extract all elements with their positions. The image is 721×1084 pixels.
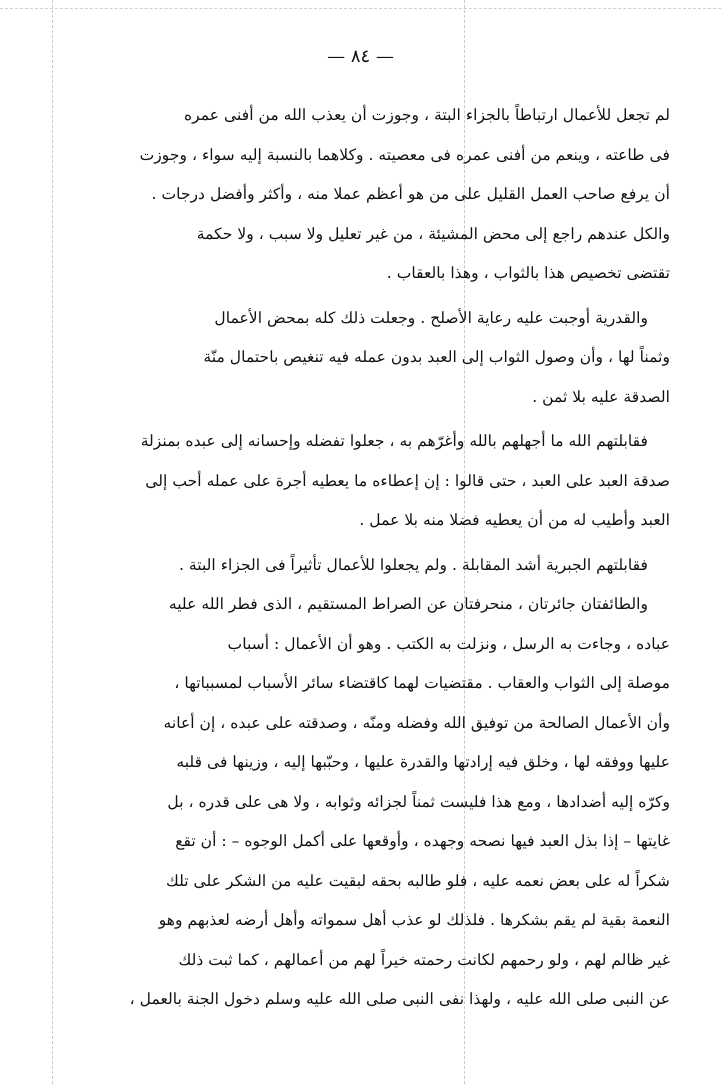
- fold-line-left: [52, 0, 53, 1084]
- text-line: العبد وأطيب له من أن يعطيه فضلا منه بلا عمل .: [359, 511, 670, 529]
- text-line: والكل عندهم راجع إلى محض المشيئة ، من غير تعليل ولا سبب ، ولا حكمة: [196, 224, 670, 243]
- paragraph-start-line: والقدرية أوجبت عليه رعاية الأصلح . وجعلت ذلك كله بمحض الأعمال: [214, 308, 648, 327]
- page-number: — ٨٤ —: [327, 46, 394, 67]
- text-line: فى طاعته ، وينعم من أفنى عمره فى معصيته . وكلاهما بالنسبة إليه سواء ، وجوزت: [139, 145, 670, 164]
- text-line: الصدقة عليه بلا ثمن .: [532, 387, 670, 406]
- text-line: غير ظالم لهم ، ولو رحمهم لكانت رحمته خيراً لهم من أعمالهم ، كما ثبت ذلك: [178, 950, 670, 969]
- paragraph-start-line: فقابلتهم الله ما أجهلهم بالله وأغرّهم به ، جعلوا تفضله وإحسانه إلى عبده بمنزلة: [140, 432, 648, 450]
- text-line: موصلة إلى الثواب والعقاب . مقتضيات لهما كاقتضاء سائر الأسباب لمسبباتها ،: [174, 674, 670, 692]
- paragraph-start-line: فقابلتهم الجبرية أشد المقابلة . ولم يجعلوا للأعمال تأثيراً فى الجزاء البتة .: [178, 555, 648, 574]
- text-line: عليها ووفقه لها ، وخلق فيه إرادتها والقدرة عليها ، وحبّبها إليه ، وزينها فى قلبه: [176, 753, 670, 771]
- text-line: النعمة بقية لم يقم بشكرها . فلذلك لو عذب أهل سمواته وأهل أرضه لعذبهم وهو: [158, 911, 670, 929]
- text-line: عباده ، وجاءت به الرسل ، ونزلت به الكتب . وهو أن الأعمال : أسباب: [227, 634, 670, 653]
- paragraph-start-line: والطائفتان جائرتان ، منحرفتان عن الصراط المستقيم ، الذى فطر الله عليه: [168, 595, 648, 613]
- text-line: وكرّه إليه أضدادها ، ومع هذا فليست ثمناً لجزائه وثوابه ، ولا هى على قدره ، بل: [167, 792, 670, 811]
- text-line: وثمناً لها ، وأن وصول الثواب إلى العبد بدون عمله فيه تنغيص باحتمال منّة: [203, 348, 670, 366]
- text-line: غايتها – إذا بذل العبد فيها نصحه وجهده ، وأوقعها على أكمل الوجوه – : أن تقع: [175, 832, 670, 850]
- body-text: [62, 96, 670, 1020]
- text-line: صدقة العبد على العبد ، حتى قالوا : إن إعطاءه ما يعطيه أجرة على عمله أحب إلى: [145, 471, 670, 490]
- text-line: شكراً له على بعض نعمه عليه ، فلو طالبه بحقه لبقيت عليه من الشكر على تلك: [165, 871, 670, 890]
- fold-line-top: [0, 8, 721, 9]
- text-line: عن النبى صلى الله عليه ، ولهذا نفى النبى صلى الله عليه وسلم دخول الجنة بالعمل ،: [129, 990, 670, 1008]
- text-line: وأن الأعمال الصالحة من توفيق الله وفضله ومنّه ، وصدقته على عبده ، إن أعانه: [163, 713, 670, 732]
- text-line: لم تجعل للأعمال ارتباطاً بالجزاء البتة ، وجوزت أن يعذب الله من أفنى عمره: [183, 106, 670, 124]
- text-line: تقتضى تخصيص هذا بالثواب ، وهذا بالعقاب .: [386, 264, 670, 282]
- text-line: أن يرفع صاحب العمل القليل على من هو أعظم عملا منه ، وأكثر وأفضل درجات .: [151, 185, 670, 203]
